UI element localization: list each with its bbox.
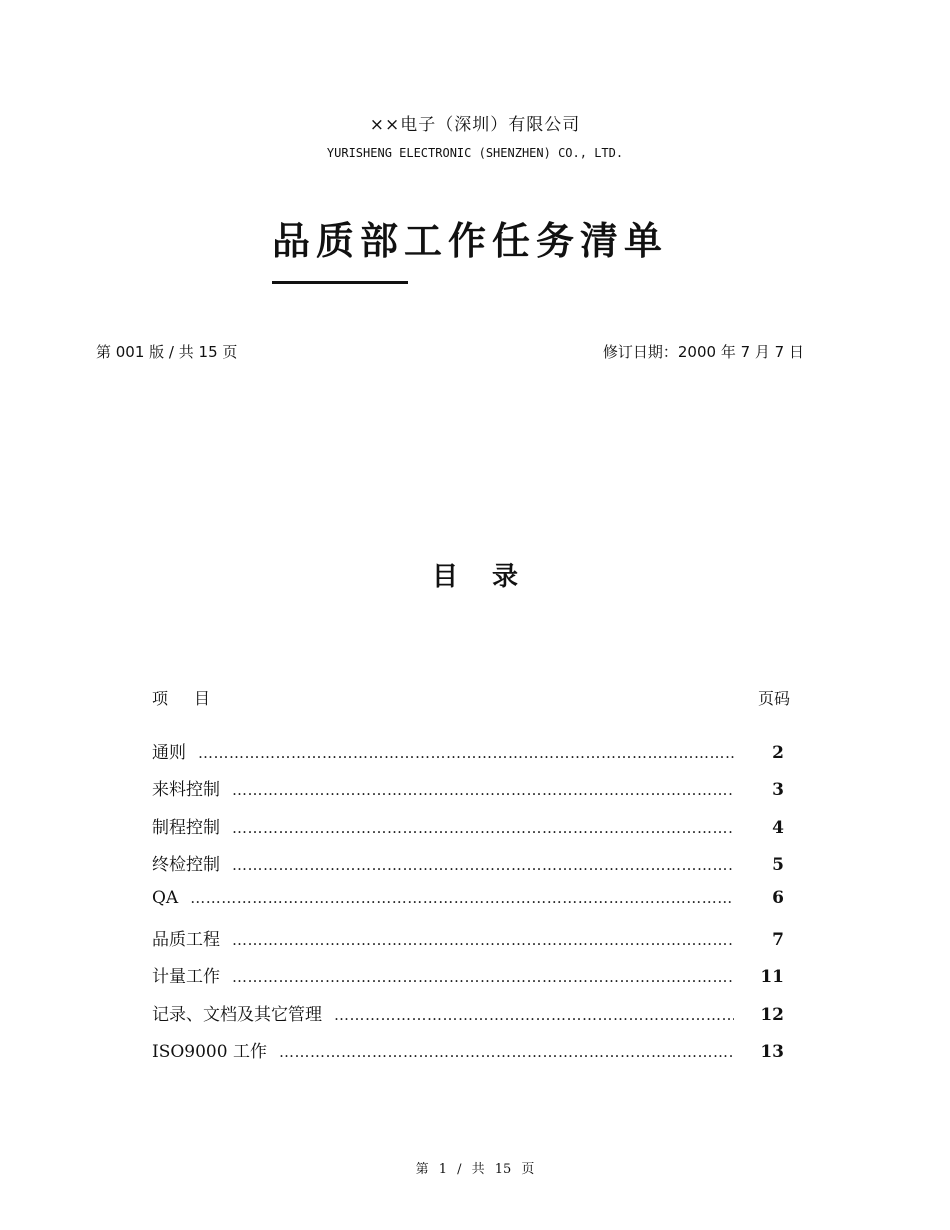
toc-entry-label: ISO9000 工作 — [152, 1042, 267, 1063]
toc-entry[interactable] — [152, 850, 792, 887]
toc-entry-label: 记录、文档及其它管理 — [152, 1004, 322, 1025]
toc-entry-page: 13 — [760, 1042, 784, 1063]
toc-entry-page: 12 — [760, 1004, 784, 1025]
toc-entry[interactable] — [152, 888, 792, 925]
toc-entry-page: 6 — [772, 887, 784, 908]
toc-entry[interactable] — [152, 1000, 792, 1037]
toc-entry[interactable] — [152, 1037, 792, 1074]
toc-entry-page: 7 — [772, 929, 784, 950]
toc-entry-page: 3 — [772, 780, 784, 801]
toc-entry-page: 5 — [772, 855, 784, 876]
company-name-chinese: ××电子（深圳）有限公司 — [369, 115, 581, 135]
toc-leader-dots — [279, 1043, 734, 1061]
toc-entry-label: 制程控制 — [152, 817, 220, 838]
toc-column-header-page: 页码 — [757, 689, 790, 708]
toc-entry-label: QA — [152, 887, 179, 908]
toc-leader-dots — [198, 744, 734, 762]
toc-entry-label: 品质工程 — [152, 929, 220, 950]
toc-entry[interactable] — [152, 775, 792, 812]
toc-entry-label: 终检控制 — [152, 855, 220, 876]
toc-leader-dots — [232, 931, 734, 949]
page-footer: 第 1 / 共 15 页 — [415, 1162, 535, 1177]
revision-date: 修订日期：2000 年 7 月 7 日 — [602, 343, 804, 361]
toc-title: 目录 — [431, 562, 552, 592]
toc-column-header-item: 项目 — [152, 689, 237, 708]
toc-leader-dots — [334, 1006, 734, 1024]
toc-leader-dots — [232, 968, 734, 986]
toc-entry[interactable] — [152, 925, 792, 962]
toc-leader-dots — [232, 781, 734, 799]
toc-entry-page: 11 — [760, 967, 784, 988]
title-underline-divider — [272, 281, 408, 284]
toc-entry-label: 来料控制 — [152, 780, 220, 801]
toc-entry-page: 2 — [772, 743, 784, 763]
company-name-english: YURISHENG ELECTRONIC (SHENZHEN) CO., LTD. — [326, 146, 624, 160]
toc-entry[interactable] — [152, 813, 792, 850]
document-title: 品质部工作任务清单 — [272, 219, 669, 263]
toc-list — [152, 738, 792, 1075]
toc-entry-label: 计量工作 — [152, 967, 220, 988]
toc-entry[interactable] — [152, 738, 792, 775]
version-info: 第 001 版 / 共 15 页 — [96, 343, 238, 361]
toc-entry-label: 通则 — [152, 743, 186, 763]
toc-leader-dots — [232, 856, 734, 874]
toc-entry-page: 4 — [772, 817, 784, 838]
toc-entry[interactable] — [152, 962, 792, 999]
toc-leader-dots — [232, 819, 734, 837]
toc-leader-dots — [190, 889, 734, 907]
